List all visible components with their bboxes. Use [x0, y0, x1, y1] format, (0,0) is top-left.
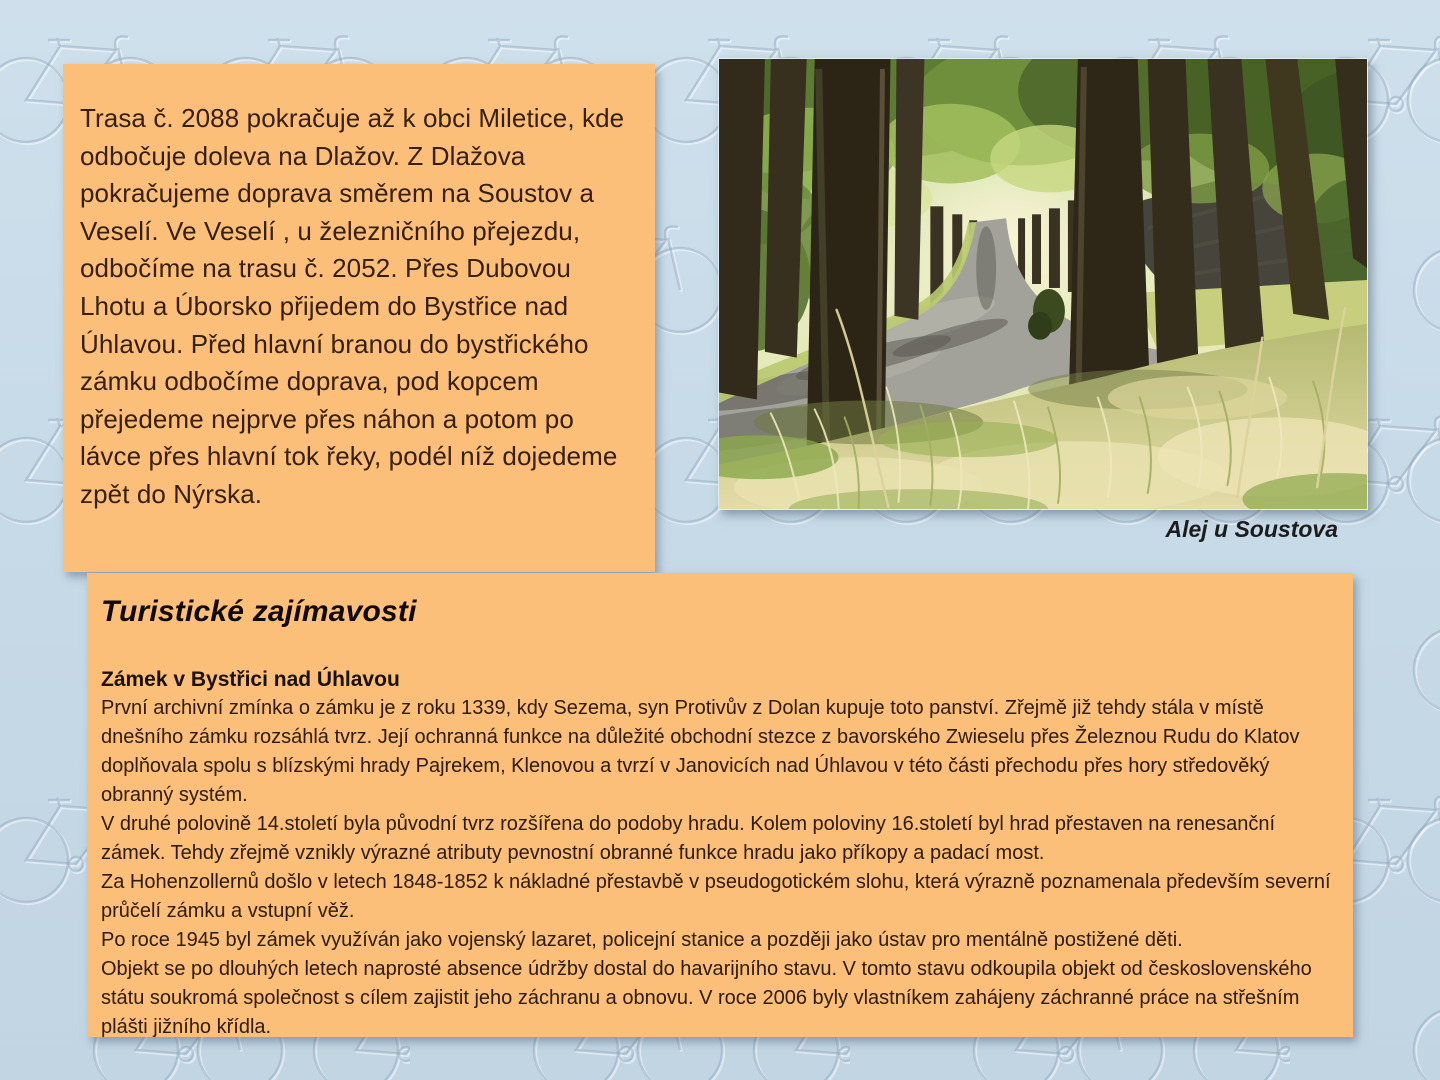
photo-caption: Alej u Soustova: [1165, 516, 1338, 542]
paragraph: První archivní zmínka o zámku je z roku 1339, kdy Sezema, syn Protivův z Dolan kupuje toto panství. Zřejmě již tehdy stála v místě dnešního zámku rozsáhlá tvrz. Její ochranná funkce na důležité obchodní stezce z bavorského Zwieselu přes Železnou Rudu do Klatov doplňovala spolu s blízskými hrady Pajrekem, Klenovou a tvrzí v Janovicích nad Úhlavou v této části přechodu přes hory středověký obranný systém.: [101, 697, 1300, 806]
alej-photo: [718, 58, 1368, 510]
route-description-panel: [63, 64, 655, 572]
paragraph: Objekt se po dlouhých letech naprosté absence údržby dostal do havarijního stavu. V tomto stavu odkoupila objekt od československého státu soukromá společnost s cílem zajistit jeho záchranu a obnovu. V roce 2006 byly vlastníkem zahájeny záchranné práce na střešním plášti jižního křídla.: [101, 958, 1312, 1038]
paragraph: Po roce 1945 byl zámek využíván jako vojenský lazaret, policejní stanice a později jako ústav pro mentálně postižené děti.: [101, 929, 1183, 951]
paragraph: V druhé polovině 14.století byla původní tvrz rozšířena do podoby hradu. Kolem poloviny 16.století byl hrad přestaven na renesanční zámek. Tehdy zřejmě vznikly výrazné atributy pevnostní obranné funkce hradu jako příkopy a padací most.: [101, 813, 1276, 864]
paragraph: Za Hohenzollernů došlo v letech 1848-1852 k nákladné přestavbě v pseudogotickém slohu, která výrazně poznamenala především severní průčelí zámku a vstupní věž.: [101, 871, 1331, 922]
panel-subheading: Zámek v Bystřici nad Úhlavou: [101, 668, 400, 691]
tourist-info-panel: [87, 573, 1353, 1037]
panel-heading: Turistické zajímavosti: [101, 595, 417, 628]
route-description-text: Trasa č. 2088 pokračuje až k obci Miletice, kde odbočuje doleva na Dlažov. Z Dlažova pokračujeme doprava směrem na Soustov a Veselí. Ve Veselí , u železničního přejezdu, odbočíme na trasu č. 2052. Přes Dubovou Lhotu a Úborsko přijedem do Bystřice nad Úhlavou. Před hlavní branou do bystřického zámku odbočíme doprava, pod kopcem přejedeme nejprve přes náhon a potom po lávce přes hlavní tok řeky, podél níž dojedeme zpět do Nýrska.: [80, 103, 625, 509]
panel-body: [101, 694, 1333, 1042]
